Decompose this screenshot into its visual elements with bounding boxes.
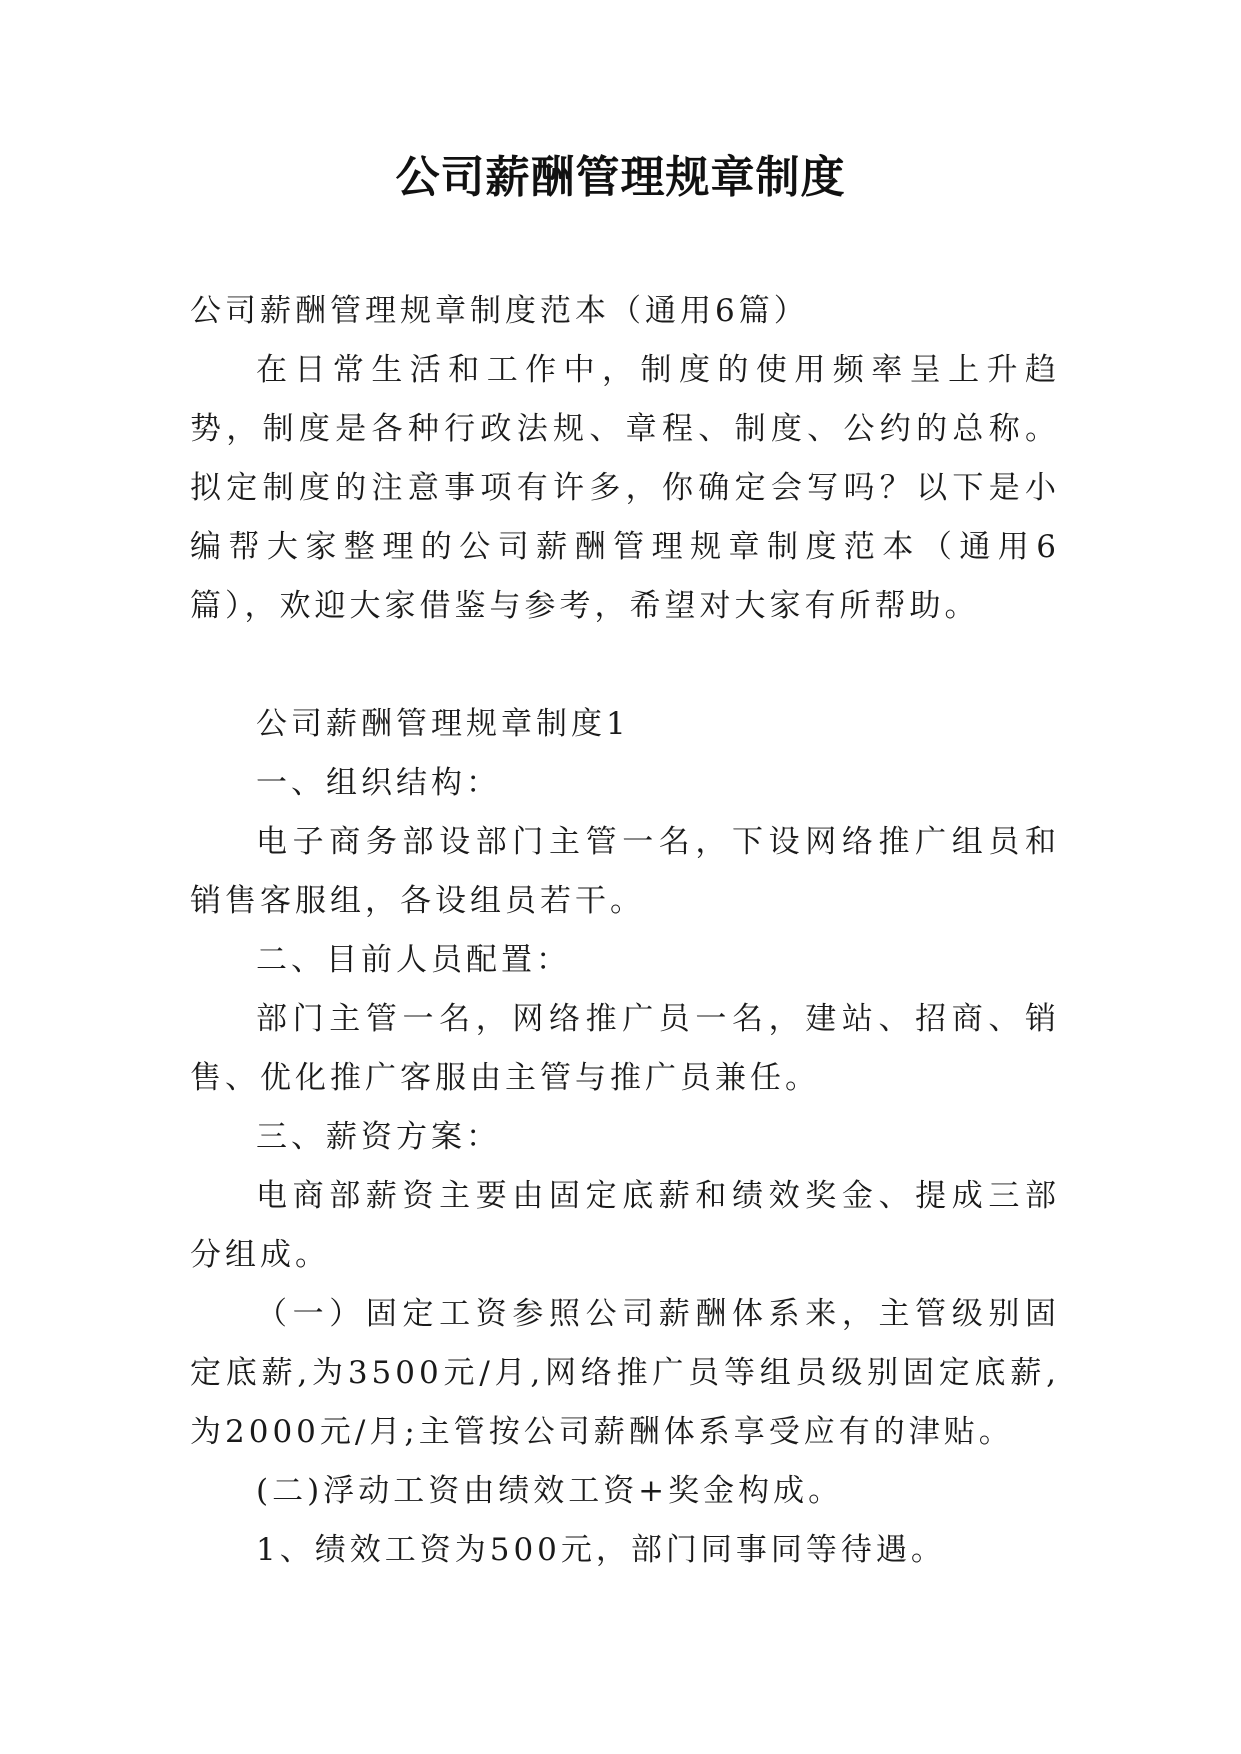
intro-paragraph: 在日常生活和工作中，制度的使用频率呈上升趋势，制度是各种行政法规、章程、制度、公约的总称。拟定制度的注意事项有许多，你确定会写吗？以下是小编帮大家整理的公司薪酬管理规章制度范本（通用6篇），欢迎大家借鉴与参考，希望对大家有所帮助。 bbox=[190, 352, 1060, 624]
org-structure-heading: 一、组织结构： bbox=[256, 765, 501, 801]
floating-salary-paragraph: (二)浮动工资由绩效工资+奖金构成。 bbox=[256, 1473, 844, 1509]
org-structure-paragraph: 电子商务部设部门主管一名，下设网络推广组员和销售客服组，各设组员若干。 bbox=[190, 824, 1060, 919]
salary-plan-heading: 三、薪资方案： bbox=[256, 1119, 501, 1155]
staffing-paragraph: 部门主管一名，网络推广员一名，建站、招商、销售、优化推广客服由主管与推广员兼任。 bbox=[190, 1001, 1060, 1096]
document-title: 公司薪酬管理规章制度 bbox=[395, 152, 846, 203]
section-heading: 公司薪酬管理规章制度1 bbox=[256, 706, 630, 742]
staffing-heading: 二、目前人员配置： bbox=[256, 942, 571, 978]
document-subtitle: 公司薪酬管理规章制度范本（通用6篇） bbox=[190, 293, 809, 329]
performance-pay-paragraph: 1、绩效工资为500元，部门同事同等待遇。 bbox=[256, 1532, 946, 1568]
document-body bbox=[190, 282, 1060, 1580]
fixed-salary-paragraph: （一）固定工资参照公司薪酬体系来，主管级别固定底薪,为3500元/月,网络推广员等组员级别固定底薪,为2000元/月;主管按公司薪酬体系享受应有的津贴。 bbox=[190, 1296, 1060, 1450]
salary-plan-paragraph: 电商部薪资主要由固定底薪和绩效奖金、提成三部分组成。 bbox=[190, 1178, 1060, 1273]
